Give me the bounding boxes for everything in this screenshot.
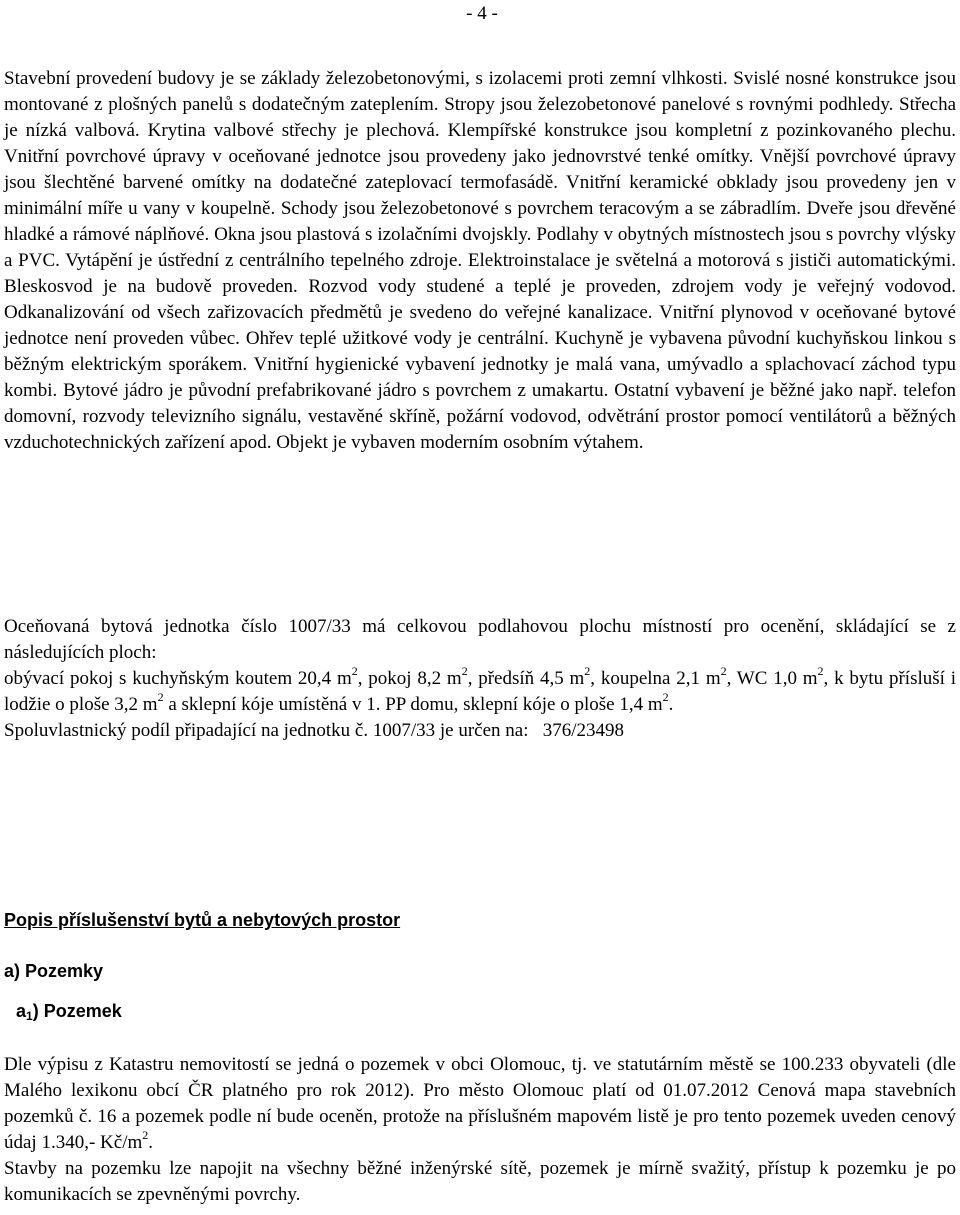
share-value: 376/23498 (542, 720, 625, 741)
sup: 2 (720, 664, 727, 678)
sup: 2 (662, 690, 669, 704)
plot-text: . (148, 1132, 154, 1153)
construction-description (4, 66, 956, 456)
page-number: - 4 - (466, 3, 498, 24)
plot-paragraph (4, 1052, 956, 1156)
plot-text: Dle výpisu z Katastru nemovitostí se jedná o pozemek v obci Olomouc, tj. ve statutárním městě se 100.233 obyvateli (dle Malého lexikonu obcí ČR platného pro rok 2012). Pro město Olomouc platí od 01.07.2012 Cenová mapa stavebních pozemků č. 16 a pozemek podle ní bude oceněn, protože na příslušném mapovém listě je pro tento pozemek uveden cenový údaj 1.340,- Kč/m (4, 1054, 956, 1153)
area-rooms-text: , WC 1,0 m (726, 668, 818, 689)
heading-prefix: a (16, 1001, 27, 1021)
sup: 2 (157, 690, 164, 704)
sup: 2 (142, 1128, 149, 1142)
area-rooms-text: a sklepní kóje umístěná v 1. PP domu, sklepní kóje o ploše 1,4 m (163, 694, 663, 715)
paragraph-construction: Stavební provedení budovy je se základy železobetonovými, s izolacemi proti zemní vlhkosti. Svislé nosné konstrukce jsou montované z plošných panelů s dodatečným zateplením. Stropy jsou železobetonové panelové s rovnými podhledy. Střecha je nízká valbová. Krytina valbové střechy je plechová. Klempířské konstrukce jsou kompletní z pozinkovaného plechu. Vnitřní povrchové úpravy v oceňované jednotce jsou provedeny jako jednovrstvé tenké omítky. Vnější povrchové úpravy jsou šlechtěné barvené omítky na dodatečné zateplovací termofasádě. Vnitřní keramické obklady jsou provedeny jen v minimální míře u vany v koupelně. Schody jsou železobetonové s povrchem teracovým a se zábradlím. Dveře jsou dřevěné hladké a rámové náplňové. Okna jsou plastová s izolačními dvojskly. Podlahy v obytných místnostech jsou s povrchy vlýsky a PVC. Vytápění je ústřední z centrálního tepelného zdroje. Elektroinstalace je světelná a motorová s jističi automatickými. Bleskosvod je na budově proveden. Rozvod vody studené a teplé je proveden, zdrojem vody je veřejný vodovod. Odkanalizování od všech zařizovacích předmětů je svedeno do veřejné kanalizace. Vnitřní plynovod v oceňované bytové jednotce není proveden vůbec. Ohřev teplé užitkové vody je centrální. Kuchyně je vybavena původní kuchyňskou linkou s běžným elektrickým sporákem. Vnitřní hygienické vybavení jednotky je malá vana, umývadlo a splachovací záchod typu kombi. Bytové jádro je původní prefabrikované jádro s povrchem z umakartu. Ostatní vybavení je běžné jako např. telefon domovní, rozvody televizního signálu, vestavěné skříně, požární vodovod, odvětrání prostor pomocí ventilátorů a běžných vzduchotechnických zařízení apod. Objekt je vybaven moderním osobním výtahem. (4, 68, 956, 453)
area-intro: Oceňovaná bytová jednotka číslo 1007/33 má celkovou podlahovou plochu místností pro ocenění, skládající se z následujících ploch: (4, 616, 956, 663)
sup: 2 (584, 664, 591, 678)
area-rooms-text: , koupelna 2,1 m (590, 668, 721, 689)
section-heading-land: a) Pozemky (4, 961, 104, 981)
area-rooms-text: obývací pokoj s kuchyňským koutem 20,4 m (4, 668, 352, 689)
sup: 2 (351, 664, 358, 678)
plot-connections: Stavby na pozemku lze napojit na všechny běžné inženýrské sítě, pozemek je mírně svažitý, přístup k pozemku je po komunikacích se zpevněnými povrchy. (4, 1158, 956, 1205)
area-rooms-text: . (668, 694, 674, 715)
area-rooms (4, 666, 956, 718)
heading-suffix: ) Pozemek (32, 1001, 122, 1021)
sup: 2 (817, 664, 824, 678)
heading-subscript: 1 (26, 1009, 33, 1023)
area-rooms-text: , předsíň 4,5 m (467, 668, 585, 689)
share-label: Spoluvlastnický podíl připadající na jednotku č. 1007/33 je určen na: (4, 720, 529, 741)
unit-area-section (4, 614, 956, 744)
section-heading-accessories: Popis příslušenství bytů a nebytových prostor (4, 910, 401, 930)
area-rooms-text: , pokoj 8,2 m (357, 668, 462, 689)
share-line (4, 718, 956, 744)
plot-description (4, 1052, 956, 1208)
subsection-heading-plot (16, 999, 122, 1023)
sup: 2 (461, 664, 468, 678)
area-rooms-text: , k bytu přísluší i lodžie o ploše 3,2 m (4, 668, 956, 715)
